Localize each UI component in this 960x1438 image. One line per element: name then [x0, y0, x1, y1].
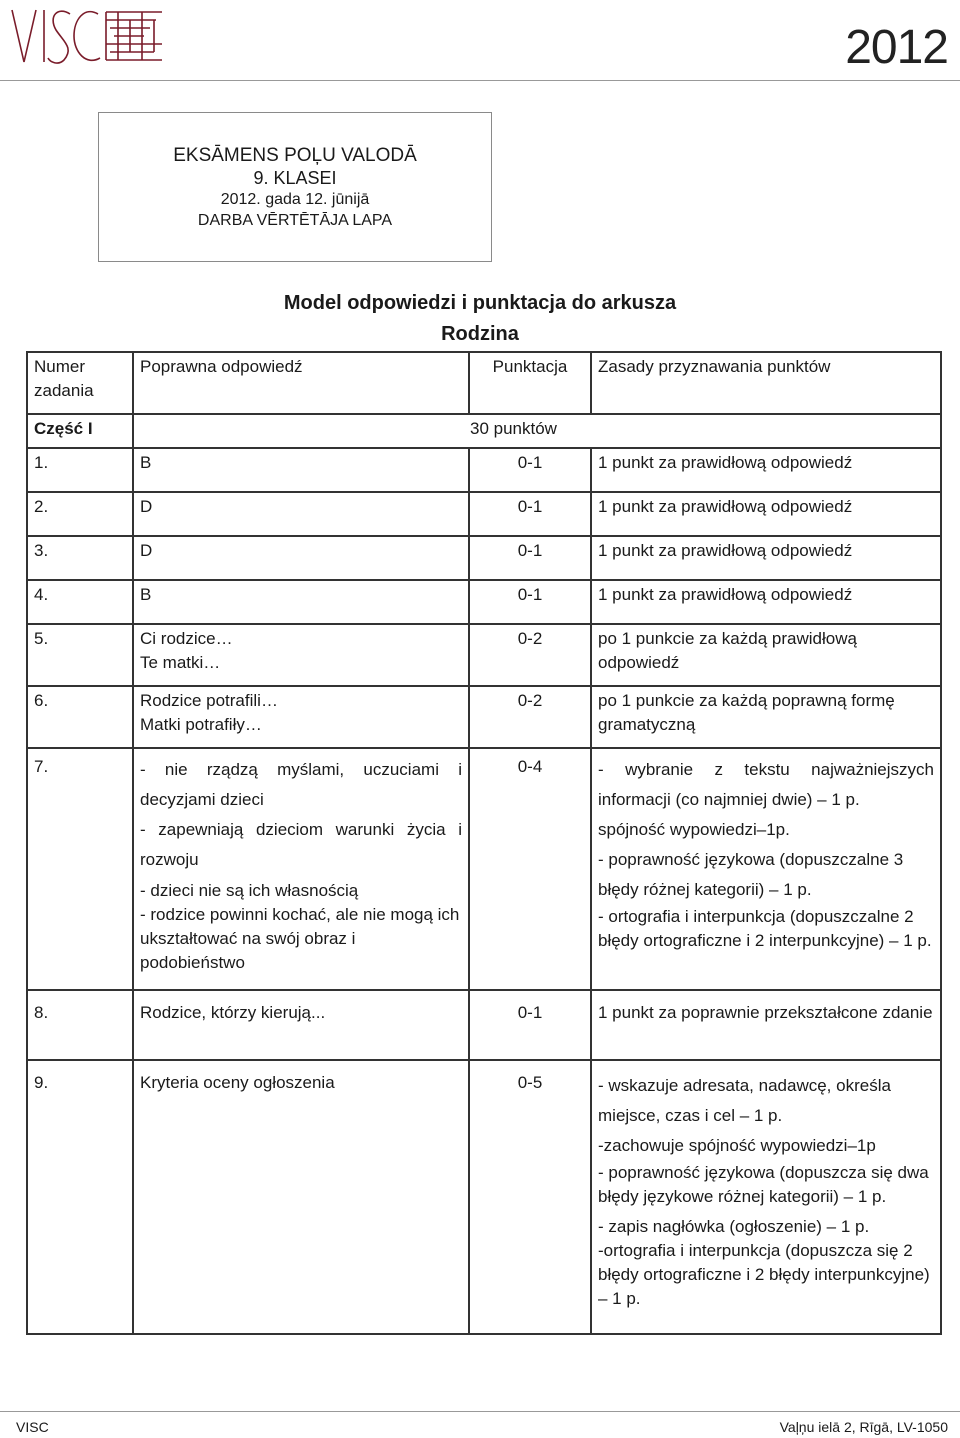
table-row [27, 624, 941, 686]
rule-line: - poprawność językowa (dopuszcza się dwa błędy językowe różnej kategorii) – 1 p. [598, 1163, 929, 1206]
row-answer: Kryteria oceny ogłoszenia [133, 1060, 469, 1334]
row-number: 3. [27, 536, 133, 580]
answer-line: Matki potrafiły… [140, 715, 262, 734]
table-row [27, 686, 941, 748]
row-answer [133, 748, 469, 990]
row-answer [133, 686, 469, 748]
row-answer: D [133, 536, 469, 580]
row-points: 0-1 [469, 536, 591, 580]
row-answer: B [133, 448, 469, 492]
answer-line: Ci rodzice… [140, 629, 233, 648]
row-rules: 1 punkt za prawidłową odpowiedź [591, 492, 941, 536]
row-number: 2. [27, 492, 133, 536]
header-points: Punktacja [469, 352, 591, 414]
row-answer: B [133, 580, 469, 624]
row-rules [591, 1060, 941, 1334]
rule-line: - ortografia i interpunkcja (dopuszczalne 2 błędy ortograficzne i 2 interpunkcyjne) – 1 p. [598, 907, 932, 950]
footer-org: VISC [16, 1419, 49, 1435]
table-header-row [27, 352, 941, 414]
section-label: Część I [27, 414, 133, 448]
exam-date: 2012. gada 12. jūnijā [220, 191, 370, 208]
row-answer: Rodzice, którzy kierują... [133, 990, 469, 1060]
row-points: 0-5 [469, 1060, 591, 1334]
rule-line: - wskazuje adresata, nadawcę, określa miejsce, czas i cel – 1 p. [598, 1076, 891, 1125]
year-label: 2012 [845, 21, 948, 74]
row-rules: 1 punkt za poprawnie przekształcone zdanie [591, 990, 941, 1060]
exam-title: EKSĀMENS POĻU VALODĀ [173, 145, 417, 166]
model-subtitle: Rodzina [441, 323, 519, 345]
rule-line: - zapis nagłówka (ogłoszenie) – 1 p. [598, 1217, 870, 1236]
row-number: 8. [27, 990, 133, 1060]
header-rule [0, 80, 960, 81]
answer-line: - rodzice powinni kochać, ale nie mogą ich ukształtować na swój obraz i podobieństwo [140, 905, 460, 972]
rule-line: -ortografia i interpunkcja (dopuszcza się 2 błędy ortograficzne i 2 błędy interpunkcyjne) – 1 p. [598, 1241, 930, 1308]
section-row [27, 414, 941, 448]
row-points: 0-2 [469, 686, 591, 748]
exam-class: 9. KLASEI [253, 168, 337, 188]
row-number: 4. [27, 580, 133, 624]
exam-title-box [98, 112, 492, 262]
header-correct-answer: Poprawna odpowiedź [133, 352, 469, 414]
rule-line: spójność wypowiedzi–1p. [598, 820, 790, 839]
answer-key-table [26, 351, 942, 1335]
row-number: 6. [27, 686, 133, 748]
visc-logo [6, 4, 166, 68]
header-rules: Zasady przyznawania punktów [591, 352, 941, 414]
table-row [27, 990, 941, 1060]
table-row [27, 1060, 941, 1334]
rule-line: -zachowuje spójność wypowiedzi–1p [598, 1136, 876, 1155]
row-number: 7. [27, 748, 133, 990]
row-points: 0-1 [469, 492, 591, 536]
row-number: 1. [27, 448, 133, 492]
row-points: 0-4 [469, 748, 591, 990]
answer-line: - dzieci nie są ich własnością [140, 881, 359, 900]
row-number: 9. [27, 1060, 133, 1334]
table-row [27, 492, 941, 536]
row-points: 0-1 [469, 448, 591, 492]
row-rules: 1 punkt za prawidłową odpowiedź [591, 448, 941, 492]
model-title: Model odpowiedzi i punktacja do arkusza [283, 292, 677, 314]
table-row [27, 580, 941, 624]
row-rules: po 1 punkcie za każdą prawidłową odpowiedź [591, 624, 941, 686]
exam-sheet-type: DARBA VĒRTĒTĀJA LAPA [197, 212, 393, 229]
answer-line: Te matki… [140, 653, 221, 672]
answer-line: - nie rządzą myślami, uczuciami i decyzjami dzieci [140, 760, 462, 809]
row-points: 0-2 [469, 624, 591, 686]
row-points: 0-1 [469, 990, 591, 1060]
header-task-number: Numer zadania [27, 352, 133, 414]
footer-address: Vaļņu ielā 2, Rīgā, LV-1050 [779, 1419, 948, 1435]
logo-text: VISC [6, 4, 9, 5]
row-points: 0-1 [469, 580, 591, 624]
answer-line: - zapewniają dzieciom warunki życia i rozwoju [140, 820, 462, 869]
answer-line: Rodzice potrafili… [140, 691, 278, 710]
table-row [27, 448, 941, 492]
table-row [27, 536, 941, 580]
section-points: 30 punktów [470, 419, 557, 438]
row-number: 5. [27, 624, 133, 686]
footer-rule [0, 1411, 960, 1412]
row-rules [591, 748, 941, 990]
row-answer: D [133, 492, 469, 536]
table-row [27, 748, 941, 990]
row-answer [133, 624, 469, 686]
rule-line: - poprawność językowa (dopuszczalne 3 błędy różnej kategorii) – 1 p. [598, 850, 904, 899]
row-rules: 1 punkt za prawidłową odpowiedź [591, 536, 941, 580]
row-rules: po 1 punkcie za każdą poprawną formę gramatyczną [591, 686, 941, 748]
row-rules: 1 punkt za prawidłową odpowiedź [591, 580, 941, 624]
rule-line: - wybranie z tekstu najważniejszych informacji (co najmniej dwie) – 1 p. [598, 760, 934, 809]
